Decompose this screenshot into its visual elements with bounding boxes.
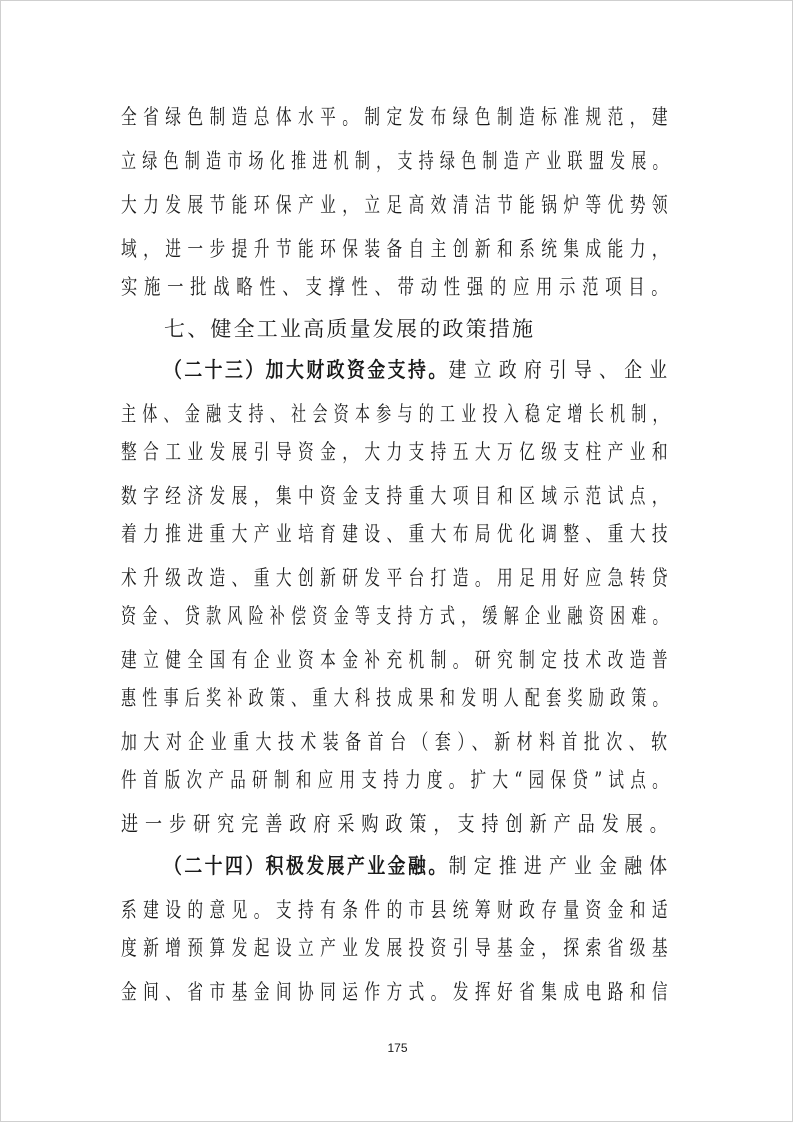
paragraph-line: 全省绿色制造总体水平。制定发布绿色制造标准规范，建 <box>121 105 675 129</box>
paragraph-line: 件首版次产品研制和应用支持力度。扩大“园保贷”试点。 <box>121 768 675 792</box>
item-first-line-text: 建立政府引导、企业 <box>448 358 675 382</box>
paragraph-line: 金间、省市基金间协同运作方式。发挥好省集成电路和信 <box>121 980 675 1004</box>
section-heading: 七、健全工业高质量发展的政策措施 <box>164 317 536 341</box>
paragraph-line: 大力发展节能环保产业，立足高效清洁节能锅炉等优势领 <box>121 193 675 217</box>
paragraph-line: 整合工业发展引导资金，大力支持五大万亿级支柱产业和 <box>121 440 675 464</box>
paragraph-line: 资金、贷款风险补偿资金等支持方式，缓解企业融资困难。 <box>121 604 674 628</box>
item-first-line <box>164 848 674 884</box>
paragraph-line: 着力推进重大产业培育建设、重大布局优化调整、重大技 <box>121 522 675 546</box>
page-number: 175 <box>387 1041 408 1055</box>
paragraph-line: 加大对企业重大技术装备首台（套）、新材料首批次、软 <box>121 730 674 754</box>
paragraph-line: 主体、金融支持、社会资本参与的工业投入稳定增长机制， <box>121 402 674 426</box>
item-first-line <box>164 352 674 388</box>
item-title: （二十四）积极发展产业金融。 <box>164 854 449 878</box>
paragraph-line: 域，进一步提升节能环保装备自主创新和系统集成能力， <box>121 237 675 261</box>
item-title: （二十三）加大财政资金支持。 <box>164 358 449 382</box>
paragraph-line: 惠性事后奖补政策、重大科技成果和发明人配套奖励政策。 <box>121 686 674 710</box>
paragraph-line: 度新增预算发起设立产业发展投资引导基金，探索省级基 <box>121 936 675 960</box>
item-first-line-text: 制定推进产业金融体 <box>448 854 675 878</box>
paragraph-line: 系建设的意见。支持有条件的市县统筹财政存量资金和适 <box>121 898 675 922</box>
paragraph-line: 进一步研究完善政府采购政策，支持创新产品发展。 <box>121 812 674 836</box>
paragraph-line: 术升级改造、重大创新研发平台打造。用足用好应急转贷 <box>121 566 675 590</box>
paragraph-line: 立绿色制造市场化推进机制，支持绿色制造产业联盟发展。 <box>121 149 674 173</box>
paragraph-line: 实施一批战略性、支撑性、带动性强的应用示范项目。 <box>121 275 675 299</box>
paragraph-line: 数字经济发展，集中资金支持重大项目和区域示范试点， <box>121 484 675 508</box>
paragraph-line: 建立健全国有企业资本金补充机制。研究制定技术改造普 <box>121 648 675 672</box>
